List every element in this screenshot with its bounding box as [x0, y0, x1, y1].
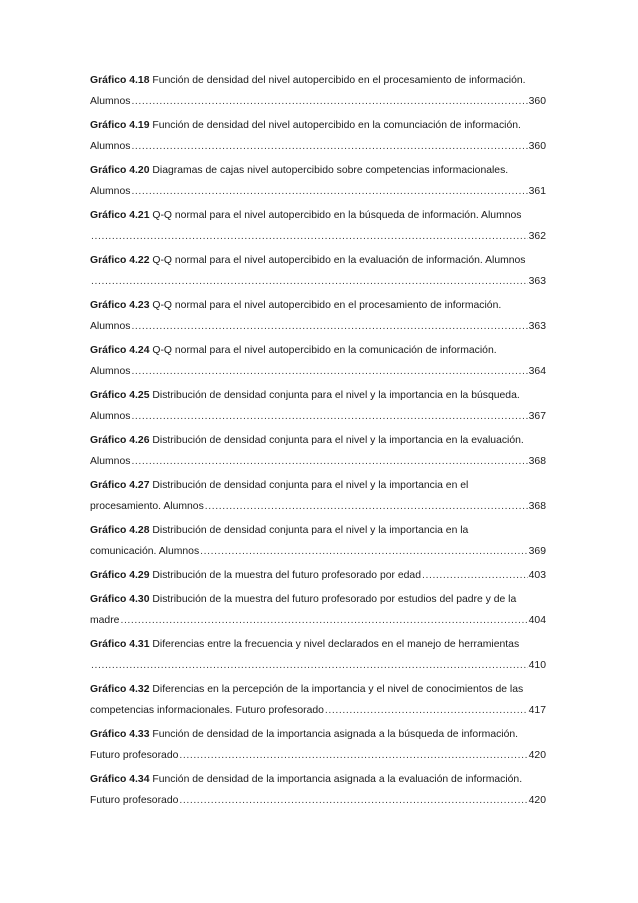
toc-entry-line — [90, 250, 546, 271]
page-number[interactable]: 363 — [528, 321, 546, 332]
figure-number: Gráfico 4.19 — [90, 120, 150, 131]
figure-title-continued: Futuro profesorado — [90, 750, 179, 761]
toc-entry[interactable] — [90, 634, 546, 676]
toc-entry-line — [90, 361, 546, 382]
toc-entry-line — [90, 205, 546, 226]
figure-title-continued: comunicación. Alumnos — [90, 546, 200, 557]
dot-leader — [131, 91, 527, 112]
toc-entry-line — [90, 565, 546, 586]
figure-title: Q-Q normal para el nivel autopercibido en la evaluación de información. Alumnos — [152, 255, 526, 266]
dot-leader — [131, 316, 527, 337]
toc-entry-line — [90, 295, 546, 316]
figure-title: Q-Q normal para el nivel autopercibido en el procesamiento de información. — [152, 300, 502, 311]
dot-leader — [120, 610, 527, 631]
toc-entry-line — [90, 385, 546, 406]
toc-entry-line — [90, 406, 546, 427]
toc-entry-line — [90, 160, 546, 181]
page-number[interactable]: 420 — [528, 795, 546, 806]
dot-leader — [179, 790, 527, 811]
toc-entry-line — [90, 115, 546, 136]
dot-leader — [179, 745, 527, 766]
dot-leader — [131, 181, 527, 202]
figure-title: Distribución de la muestra del futuro profesorado por estudios del padre y de la — [152, 594, 517, 605]
toc-entry-line — [90, 541, 546, 562]
toc-entry-line — [90, 451, 546, 472]
dot-leader — [131, 361, 527, 382]
table-of-figures — [90, 70, 546, 814]
dot-leader — [422, 565, 528, 586]
toc-entry-line — [90, 745, 546, 766]
toc-entry-line — [90, 340, 546, 361]
figure-number: Gráfico 4.18 — [90, 75, 150, 86]
dot-leader — [91, 226, 528, 247]
toc-entry-line — [90, 610, 546, 631]
page-number[interactable]: 360 — [528, 141, 546, 152]
figure-title-continued: Alumnos — [90, 366, 131, 377]
figure-title-continued: Alumnos — [90, 186, 131, 197]
toc-entry[interactable] — [90, 205, 546, 247]
page-number[interactable]: 417 — [528, 705, 546, 716]
toc-entry-line — [90, 589, 546, 610]
dot-leader — [131, 406, 527, 427]
dot-leader — [205, 496, 528, 517]
figure-title: Distribución de densidad conjunta para el nivel y la importancia en el — [152, 480, 469, 491]
figure-number: Gráfico 4.31 — [90, 639, 150, 650]
figure-number: Gráfico 4.23 — [90, 300, 150, 311]
page-number[interactable]: 368 — [528, 456, 546, 467]
page-number[interactable]: 360 — [528, 96, 546, 107]
figure-title-continued: Alumnos — [90, 456, 131, 467]
dot-leader — [131, 136, 527, 157]
toc-entry[interactable] — [90, 70, 546, 112]
figure-number: Gráfico 4.32 — [90, 684, 150, 695]
toc-entry-line — [90, 520, 546, 541]
page-number[interactable]: 403 — [528, 570, 546, 581]
figure-title-continued: Alumnos — [90, 141, 131, 152]
figure-number: Gráfico 4.26 — [90, 435, 150, 446]
toc-entry[interactable] — [90, 724, 546, 766]
toc-list — [90, 70, 546, 811]
page-number[interactable]: 410 — [528, 660, 546, 671]
toc-entry[interactable] — [90, 565, 546, 586]
figure-number: Gráfico 4.21 — [90, 210, 150, 221]
toc-entry-line — [90, 700, 546, 721]
dot-leader — [200, 541, 527, 562]
toc-entry[interactable] — [90, 250, 546, 292]
figure-title: Distribución de densidad conjunta para el nivel y la importancia en la evaluación. — [152, 435, 524, 446]
figure-title: Q-Q normal para el nivel autopercibido en la búsqueda de información. Alumnos — [152, 210, 522, 221]
toc-entry-line — [90, 271, 546, 292]
figure-title: Distribución de densidad conjunta para el nivel y la importancia en la búsqueda. — [152, 390, 520, 401]
page-number[interactable]: 368 — [528, 501, 546, 512]
toc-entry-line — [90, 91, 546, 112]
figure-number: Gráfico 4.34 — [90, 774, 150, 785]
toc-entry-line — [90, 70, 546, 91]
toc-entry-line — [90, 316, 546, 337]
toc-entry[interactable] — [90, 115, 546, 157]
figure-number: Gráfico 4.20 — [90, 165, 150, 176]
figure-title-continued: Alumnos — [90, 411, 131, 422]
figure-number: Gráfico 4.30 — [90, 594, 150, 605]
toc-entry-line — [90, 475, 546, 496]
toc-entry[interactable] — [90, 475, 546, 517]
dot-leader — [131, 451, 527, 472]
toc-entry[interactable] — [90, 160, 546, 202]
figure-title: Función de densidad de la importancia asignada a la evaluación de información. — [152, 774, 523, 785]
figure-title-continued: Alumnos — [90, 321, 131, 332]
toc-entry[interactable] — [90, 520, 546, 562]
figure-title: Distribución de la muestra del futuro profesorado por edad — [152, 570, 421, 581]
figure-title: Distribución de densidad conjunta para el nivel y la importancia en la — [152, 525, 469, 536]
figure-title-continued: Alumnos — [90, 96, 131, 107]
page-number[interactable]: 364 — [528, 366, 546, 377]
figure-title: Diferencias entre la frecuencia y nivel declarados en el manejo de herramientas — [152, 639, 520, 650]
toc-entry-line — [90, 136, 546, 157]
dot-leader — [325, 700, 528, 721]
toc-entry[interactable] — [90, 385, 546, 427]
figure-title: Función de densidad del nivel autopercibido en el procesamiento de información. — [152, 75, 526, 86]
toc-entry-line — [90, 679, 546, 700]
toc-entry[interactable] — [90, 340, 546, 382]
toc-entry-line — [90, 430, 546, 451]
figure-title: Diferencias en la percepción de la importancia y el nivel de conocimientos de las — [152, 684, 524, 695]
toc-entry-line — [90, 724, 546, 745]
toc-entry[interactable] — [90, 679, 546, 721]
figure-number: Gráfico 4.27 — [90, 480, 150, 491]
toc-entry[interactable] — [90, 295, 546, 337]
figure-title: Q-Q normal para el nivel autopercibido en la comunicación de información. — [152, 345, 497, 356]
toc-entry-line — [90, 634, 546, 655]
figure-number: Gráfico 4.24 — [90, 345, 150, 356]
figure-number: Gráfico 4.22 — [90, 255, 150, 266]
page-number[interactable]: 363 — [528, 276, 546, 287]
figure-title-continued: madre — [90, 615, 120, 626]
page-number[interactable]: 362 — [528, 231, 546, 242]
toc-entry[interactable] — [90, 769, 546, 811]
figure-title-continued: procesamiento. Alumnos — [90, 501, 204, 512]
figure-title-continued: competencias informacionales. Futuro profesorado — [90, 705, 324, 716]
figure-title: Función de densidad del nivel autopercibido en la comunciación de información. — [152, 120, 521, 131]
figure-title: Diagramas de cajas nivel autopercibido sobre competencias informacionales. — [152, 165, 509, 176]
dot-leader — [91, 655, 528, 676]
figure-title-continued: Futuro profesorado — [90, 795, 179, 806]
page-number[interactable]: 361 — [528, 186, 546, 197]
figure-number: Gráfico 4.25 — [90, 390, 150, 401]
toc-entry[interactable] — [90, 589, 546, 631]
dot-leader — [91, 271, 528, 292]
figure-title: Función de densidad de la importancia asignada a la búsqueda de información. — [152, 729, 519, 740]
toc-entry-line — [90, 496, 546, 517]
toc-entry-line — [90, 769, 546, 790]
figure-number: Gráfico 4.33 — [90, 729, 150, 740]
toc-entry-line — [90, 181, 546, 202]
page-number[interactable]: 367 — [528, 411, 546, 422]
toc-entry[interactable] — [90, 430, 546, 472]
page-number[interactable]: 404 — [528, 615, 546, 626]
page-number[interactable]: 369 — [528, 546, 546, 557]
figure-number: Gráfico 4.29 — [90, 570, 150, 581]
toc-entry-line — [90, 790, 546, 811]
toc-entry-line — [90, 226, 546, 247]
page-number[interactable]: 420 — [528, 750, 546, 761]
figure-number: Gráfico 4.28 — [90, 525, 150, 536]
toc-entry-line — [90, 655, 546, 676]
